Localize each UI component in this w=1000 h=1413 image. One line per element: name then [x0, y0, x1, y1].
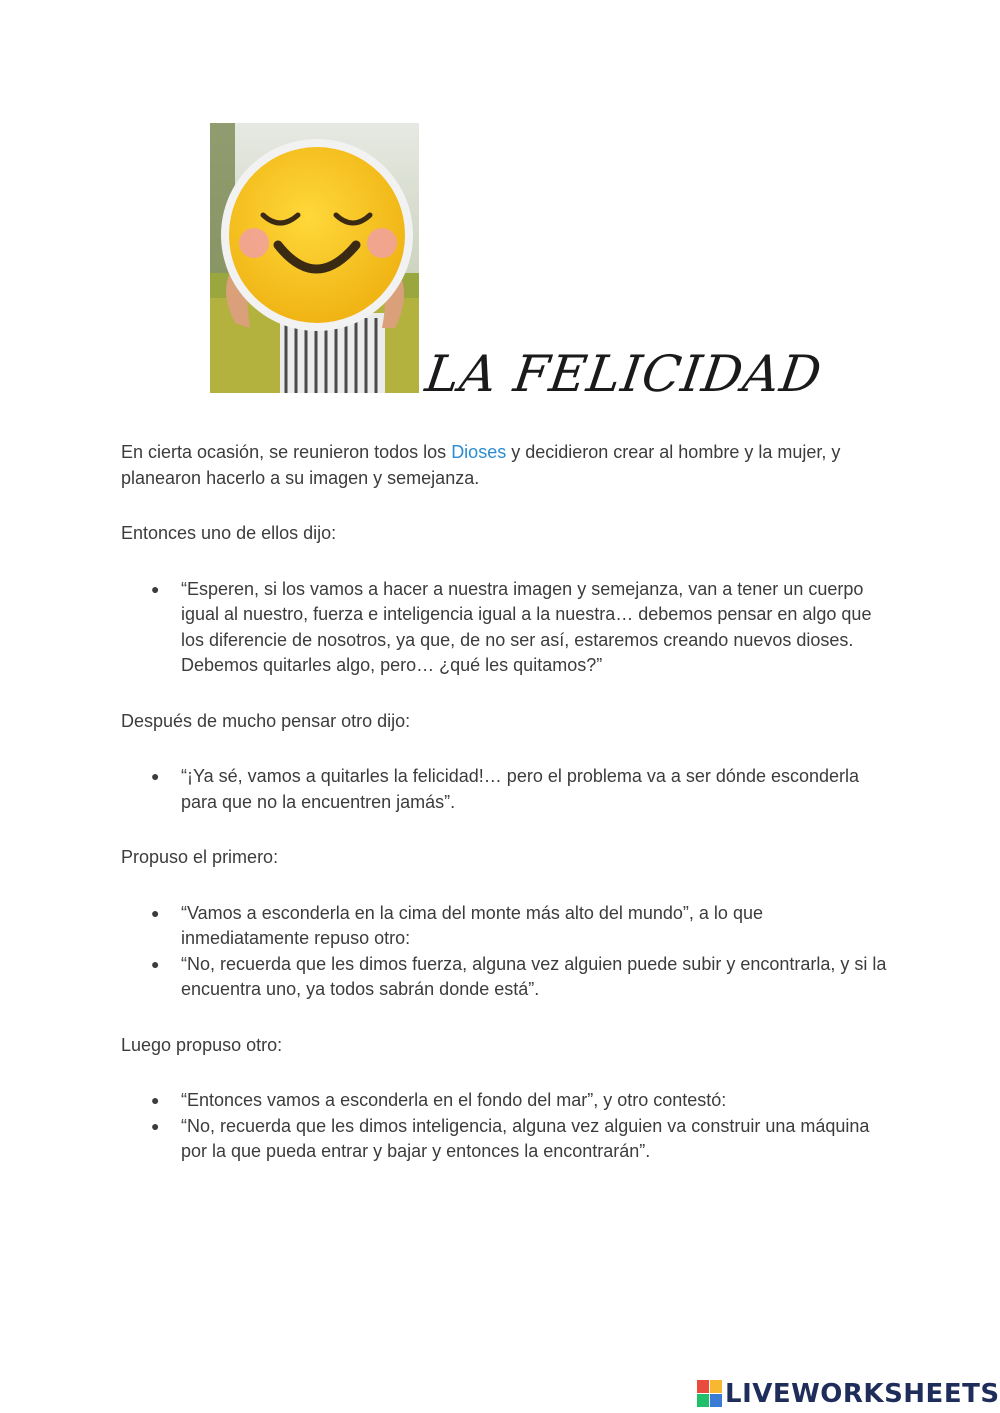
quote-list-3 [121, 901, 891, 1003]
footer-logo-text: LIVEWORKSHEETS [725, 1379, 1000, 1409]
page-title: LA FELICIDAD [421, 345, 826, 403]
list-item: ● “No, recuerda que les dimos fuerza, alguna vez alguien puede subir y encontrarla, y si la encuentra uno, ya todos sabrán donde está”. [151, 953, 887, 999]
quote-list-4 [121, 1088, 891, 1165]
list-item: ● “Vamos a esconderla en la cima del monte más alto del mundo”, a lo que inmediatamente repuso otro: [151, 902, 763, 948]
bullet-icon: ● [151, 904, 160, 921]
intro-paragraph: En cierta ocasión, se reunieron todos los Dioses y decidieron crear al hombre y la mujer, y planearon hacerlo a su imagen y semejanza. [121, 442, 841, 488]
paragraph-3: Después de mucho pensar otro dijo: [121, 710, 411, 731]
smiley-photo [210, 123, 419, 393]
list-item: ● “Esperen, si los vamos a hacer a nuestra imagen y semejanza, van a tener un cuerpo igual al nuestro, fuerza e inteligencia igual a la nuestra… debemos pensar en algo que los diferencie de nosotros, ya que, de no ser así, estaremos creando nuevos dioses. Debemos quitarles algo, pero… ¿qué les quitamos?” [151, 578, 872, 675]
bullet-icon: ● [151, 768, 160, 784]
smiley-face-icon [210, 123, 419, 393]
list-item: ● “¡Ya sé, vamos a quitarles la felicidad!… pero el problema va a ser dónde esconderla para que no la encuentren jamás”. [151, 766, 860, 812]
paragraph-4: Propuso el primero: [121, 847, 279, 867]
list-item: ● “Entonces vamos a esconderla en el fondo del mar”, y otro contestó: [121, 1088, 891, 1114]
list-item: ● “No, recuerda que les dimos inteligencia, alguna vez alguien va construir una máquina por la que pueda entrar y bajar y entonces la encontrarán”. [151, 1115, 870, 1161]
paragraph-5: Luego propuso otro: [121, 1034, 283, 1055]
paragraph-2: Entonces uno de ellos dijo: [121, 523, 337, 543]
bullet-icon: ● [151, 955, 160, 972]
quote-list-1 [121, 577, 891, 679]
bullet-icon: ● [151, 1092, 160, 1108]
bullet-icon: ● [151, 1117, 160, 1134]
bullet-icon: ● [151, 580, 160, 597]
story-body [121, 440, 891, 1195]
quote-list-2 [121, 764, 891, 815]
liveworksheets-logo[interactable] [697, 1377, 1000, 1411]
dioses-link[interactable]: Dioses [451, 442, 507, 462]
liveworksheets-icon [697, 1380, 723, 1410]
